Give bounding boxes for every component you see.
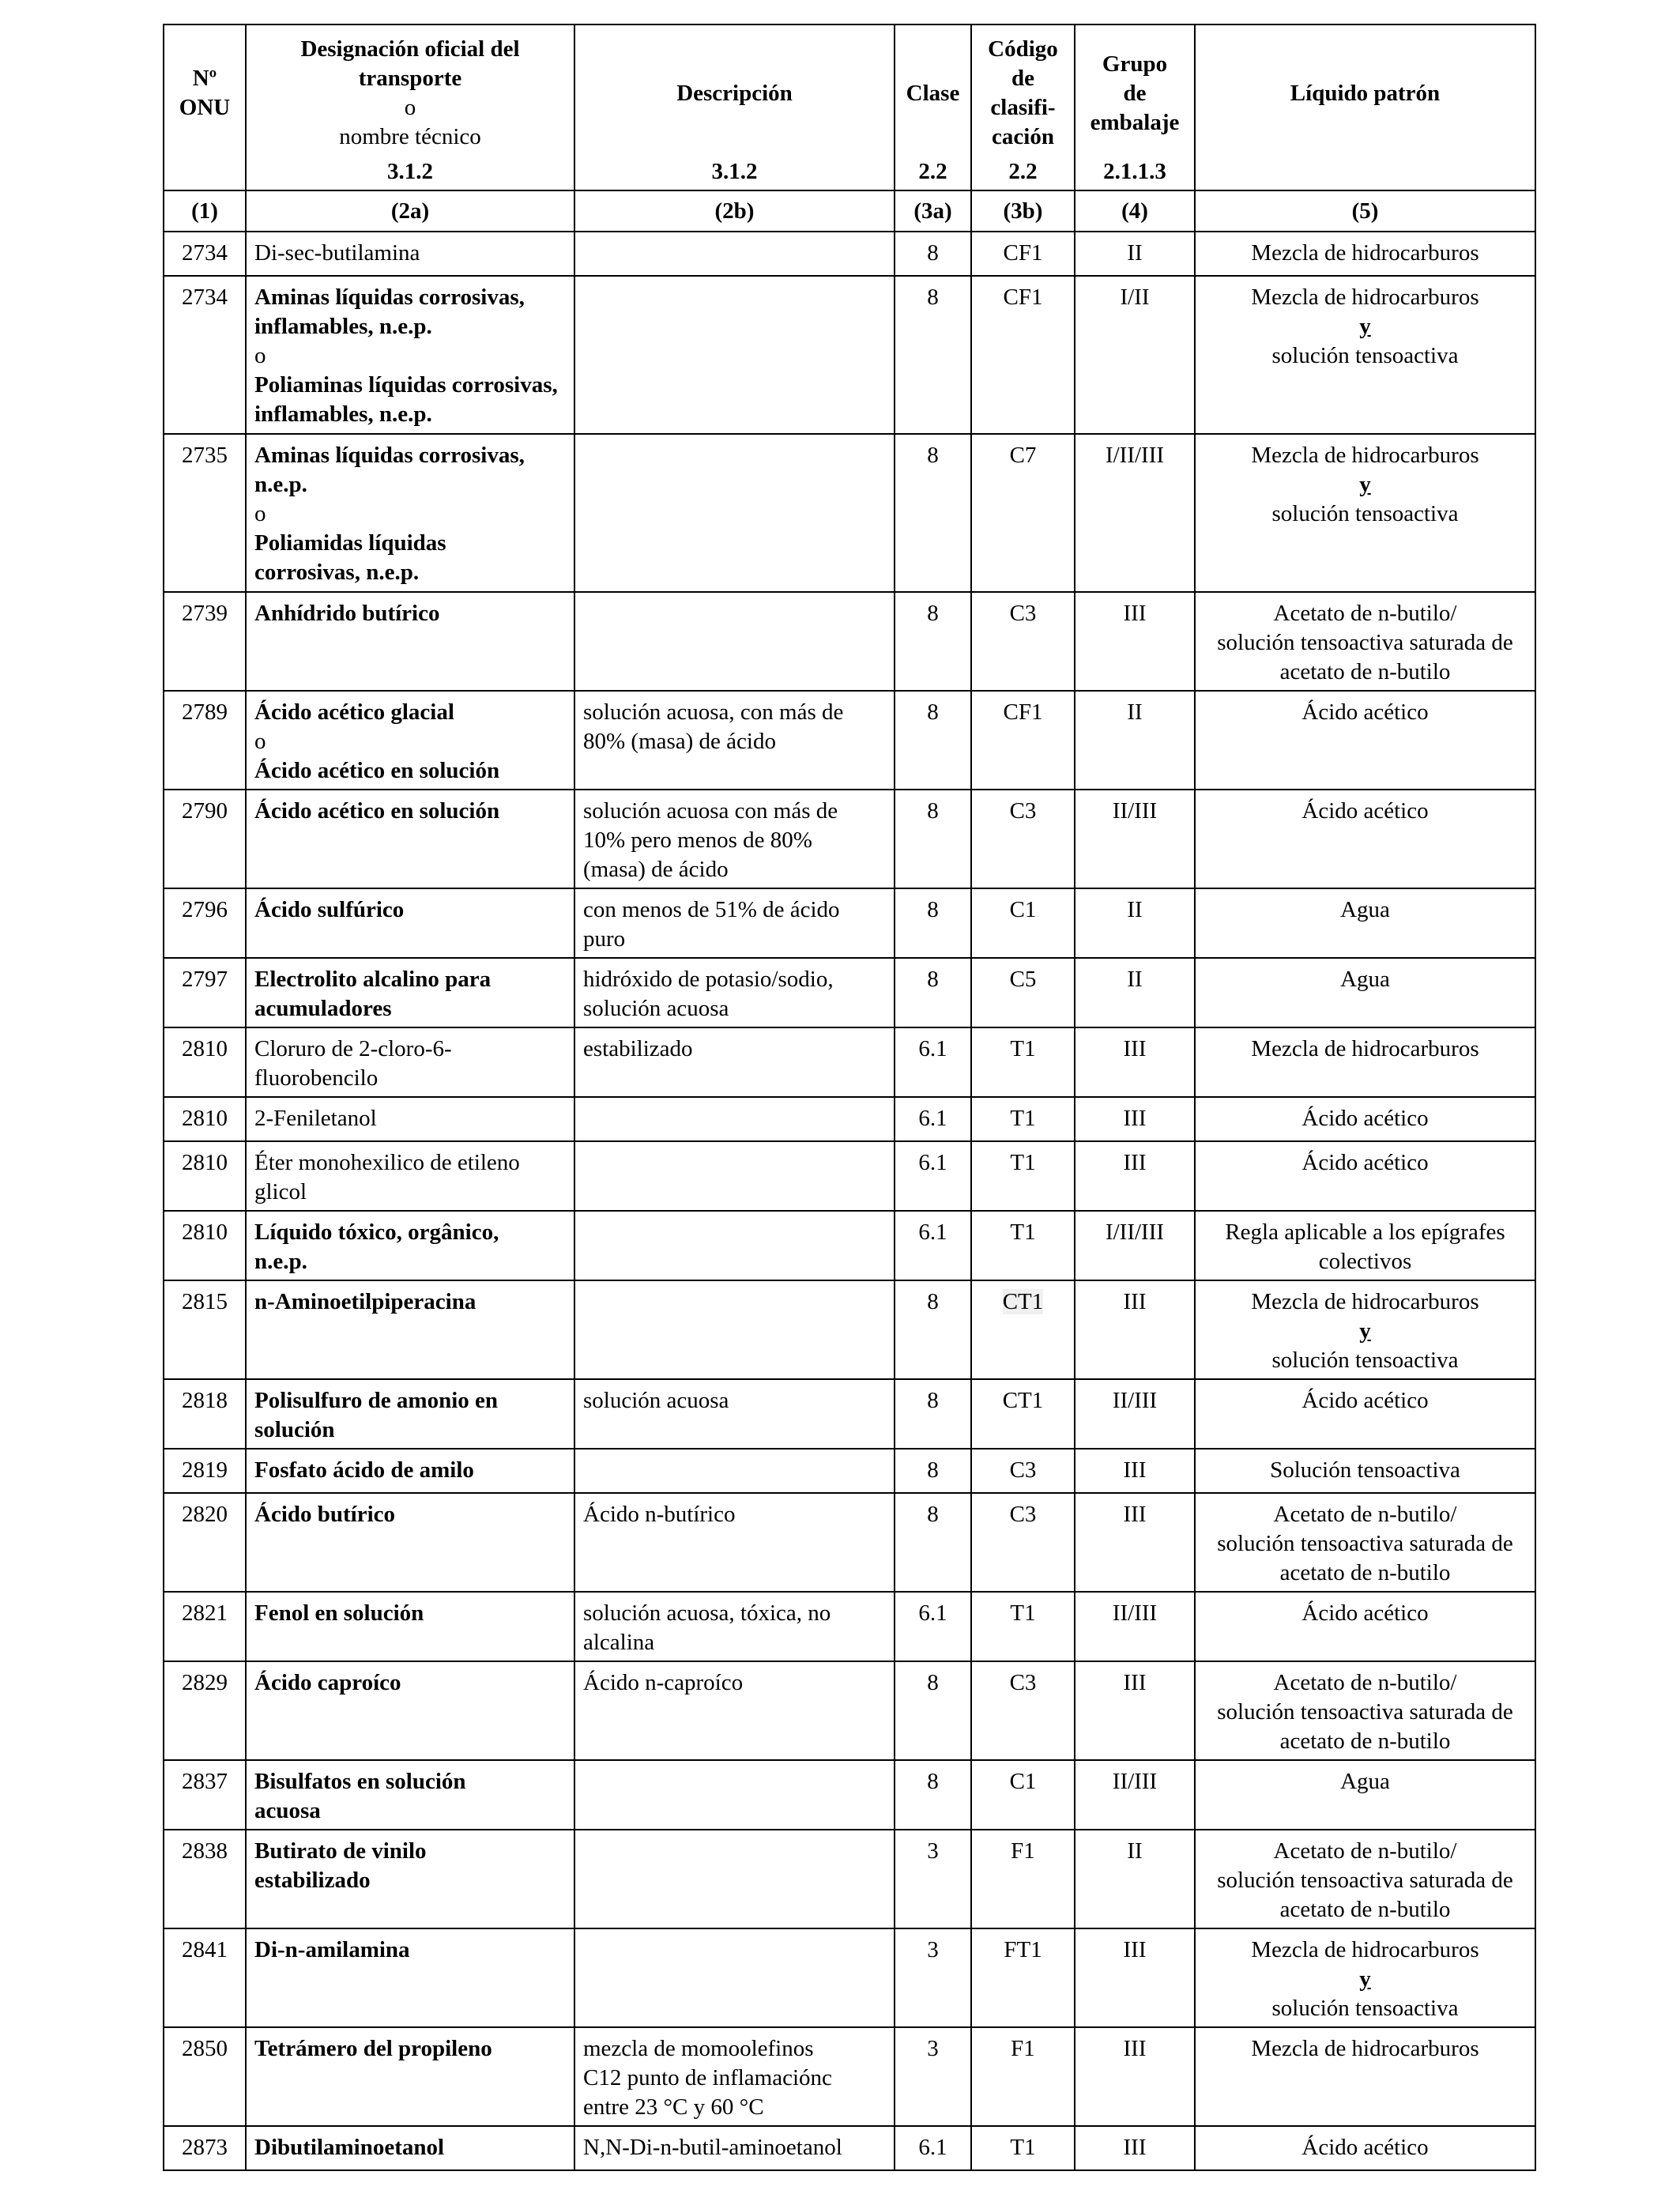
column-number: (2a): [246, 190, 574, 232]
table-row: [164, 2126, 1535, 2170]
description-cell: [574, 276, 895, 434]
description-cell: estabilizado: [574, 1027, 895, 1097]
header-description: Descripción 3.1.2: [574, 25, 895, 190]
header-description-ref: 3.1.2: [711, 159, 758, 184]
classification-code-cell: C1: [971, 888, 1075, 958]
un-number-cell: 2734: [164, 276, 246, 434]
packing-group-cell: II: [1075, 691, 1195, 790]
table-row: [164, 1592, 1535, 1661]
column-number: (2b): [574, 190, 895, 232]
table-row: [164, 691, 1535, 790]
header-packing-group-ref: 2.1.1.3: [1103, 159, 1166, 184]
description-cell: [574, 1760, 895, 1830]
table-row: [164, 592, 1535, 691]
description-cell: [574, 1928, 895, 2027]
designation-cell: Líquido tóxico, orgânico, n.e.p.: [246, 1211, 574, 1280]
packing-group-cell: III: [1075, 1027, 1195, 1097]
un-number-cell: 2734: [164, 232, 246, 276]
class-cell: 8: [895, 888, 971, 958]
classification-code-cell: CF1: [971, 232, 1075, 276]
un-number-cell: 2815: [164, 1280, 246, 1379]
description-cell: solución acuosa, con más de 80% (masa) de ácido: [574, 691, 895, 790]
column-number: (3b): [971, 190, 1075, 232]
table-row: [164, 1379, 1535, 1449]
class-cell: 8: [895, 1661, 971, 1760]
designation-cell: Bisulfatos en solución acuosa: [246, 1760, 574, 1830]
table-row: [164, 1449, 1535, 1493]
description-cell: Ácido n-caproíco: [574, 1661, 895, 1760]
header-classification-code: Código de clasifi- cación 2.2: [971, 25, 1075, 190]
description-cell: [574, 1449, 895, 1493]
designation-cell: Ácido butírico: [246, 1493, 574, 1592]
class-cell: 8: [895, 1379, 971, 1449]
header-onu: Nº ONU: [164, 25, 246, 190]
designation-cell: Fosfato ácido de amilo: [246, 1449, 574, 1493]
classification-code-cell: C3: [971, 592, 1075, 691]
packing-group-cell: III: [1075, 1493, 1195, 1592]
classification-code-cell: T1: [971, 1592, 1075, 1661]
un-number-cell: 2735: [164, 434, 246, 592]
description-cell: [574, 1830, 895, 1928]
class-cell: 8: [895, 1280, 971, 1379]
table-row: [164, 276, 1535, 434]
header-class-ref: 2.2: [918, 159, 947, 184]
class-cell: 8: [895, 1449, 971, 1493]
description-cell: [574, 1141, 895, 1211]
designation-cell: Ácido caproíco: [246, 1661, 574, 1760]
header-designation-ref: 3.1.2: [387, 159, 433, 184]
header-classification-code-ref: 2.2: [1008, 159, 1038, 184]
packing-group-cell: I/II: [1075, 276, 1195, 434]
table-row: [164, 1097, 1535, 1141]
standard-liquid-cell: Mezcla de hidrocarburos: [1195, 2027, 1535, 2126]
table-row: [164, 2027, 1535, 2126]
packing-group-cell: I/II/III: [1075, 1211, 1195, 1280]
class-cell: 8: [895, 1493, 971, 1592]
standard-liquid-cell: Acetato de n-butilo/ solución tensoactiva saturada de acetato de n-butilo: [1195, 1493, 1535, 1592]
class-cell: 8: [895, 232, 971, 276]
designation-cell: n-Aminoetilpiperacina: [246, 1280, 574, 1379]
description-cell: solución acuosa, tóxica, no alcalina: [574, 1592, 895, 1661]
un-number-cell: 2810: [164, 1027, 246, 1097]
un-number-cell: 2796: [164, 888, 246, 958]
standard-liquid-cell: Mezcla de hidrocarburos y solución tensoactiva: [1195, 1928, 1535, 2027]
packing-group-cell: III: [1075, 1928, 1195, 2027]
description-cell: [574, 592, 895, 691]
table-row: [164, 1928, 1535, 2027]
standard-liquid-cell: Mezcla de hidrocarburos y solución tensoactiva: [1195, 276, 1535, 434]
table-row: [164, 888, 1535, 958]
table-body: [164, 232, 1535, 2170]
classification-code-cell: C3: [971, 1449, 1075, 1493]
standard-liquid-cell: Acetato de n-butilo/ solución tensoactiva saturada de acetato de n-butilo: [1195, 1830, 1535, 1928]
table-row: [164, 434, 1535, 592]
un-number-cell: 2873: [164, 2126, 246, 2170]
description-cell: solución acuosa: [574, 1379, 895, 1449]
un-number-cell: 2790: [164, 790, 246, 888]
header-row: [164, 25, 1535, 190]
description-cell: con menos de 51% de ácido puro: [574, 888, 895, 958]
connector-y: y: [1359, 1966, 1371, 1992]
classification-code-cell: CF1: [971, 276, 1075, 434]
classification-code-cell: CF1: [971, 691, 1075, 790]
header-designation: Designación oficial del transporte o nombre técnico 3.1.2: [246, 25, 574, 190]
packing-group-cell: II/III: [1075, 790, 1195, 888]
classification-code-cell: F1: [971, 1830, 1075, 1928]
class-cell: 8: [895, 1760, 971, 1830]
table-row: [164, 1760, 1535, 1830]
designation-cell: Aminas líquidas corrosivas, n.e.p. o Poliamidas líquidas corrosivas, n.e.p.: [246, 434, 574, 592]
un-number-cell: 2789: [164, 691, 246, 790]
standard-liquid-cell: Ácido acético: [1195, 1141, 1535, 1211]
classification-code-cell: C3: [971, 790, 1075, 888]
un-number-cell: 2739: [164, 592, 246, 691]
class-cell: 8: [895, 691, 971, 790]
packing-group-cell: III: [1075, 2126, 1195, 2170]
standard-liquid-cell: Agua: [1195, 958, 1535, 1027]
table-row: [164, 1493, 1535, 1592]
un-number-cell: 2810: [164, 1097, 246, 1141]
class-cell: 8: [895, 434, 971, 592]
description-cell: [574, 434, 895, 592]
un-number-cell: 2837: [164, 1760, 246, 1830]
packing-group-cell: II/III: [1075, 1379, 1195, 1449]
designation-cell: Butirato de vinilo estabilizado: [246, 1830, 574, 1928]
standard-liquid-cell: Agua: [1195, 888, 1535, 958]
connector-y: y: [1359, 314, 1371, 339]
packing-group-cell: III: [1075, 1141, 1195, 1211]
standard-liquid-cell: Agua: [1195, 1760, 1535, 1830]
designation-cell: Tetrámero del propileno: [246, 2027, 574, 2126]
connector-y: y: [1359, 472, 1371, 497]
description-cell: solución acuosa con más de 10% pero menos de 80% (masa) de ácido: [574, 790, 895, 888]
designation-cell: Electrolito alcalino para acumuladores: [246, 958, 574, 1027]
un-number-cell: 2818: [164, 1379, 246, 1449]
description-cell: mezcla de momoolefinos C12 punto de inflamaciónc entre 23 °C y 60 °C: [574, 2027, 895, 2126]
standard-liquid-cell: Acetato de n-butilo/ solución tensoactiva saturada de acetato de n-butilo: [1195, 1661, 1535, 1760]
class-cell: 6.1: [895, 2126, 971, 2170]
description-cell: [574, 232, 895, 276]
classification-code-cell: [971, 1280, 1075, 1379]
standard-liquid-cell: Regla aplicable a los epígrafes colectivos: [1195, 1211, 1535, 1280]
packing-group-cell: III: [1075, 1097, 1195, 1141]
un-number-cell: 2850: [164, 2027, 246, 2126]
designation-cell: Ácido acético en solución: [246, 790, 574, 888]
class-cell: 6.1: [895, 1141, 971, 1211]
un-number-cell: 2810: [164, 1211, 246, 1280]
standard-liquid-cell: Ácido acético: [1195, 2126, 1535, 2170]
description-cell: [574, 1097, 895, 1141]
standard-liquid-cell: Ácido acético: [1195, 1379, 1535, 1449]
class-cell: 8: [895, 958, 971, 1027]
un-number-cell: 2841: [164, 1928, 246, 2027]
classification-code-cell: F1: [971, 2027, 1075, 2126]
packing-group-cell: III: [1075, 2027, 1195, 2126]
designation-cell: Aminas líquidas corrosivas, inflamables, n.e.p. o Poliaminas líquidas corrosivas, inflamables, n.e.p.: [246, 276, 574, 434]
designation-cell: Éter monohexilico de etileno glicol: [246, 1141, 574, 1211]
table-row: [164, 232, 1535, 276]
un-number-cell: 2829: [164, 1661, 246, 1760]
class-cell: 8: [895, 592, 971, 691]
un-number-cell: 2821: [164, 1592, 246, 1661]
classification-code-cell: CT1: [971, 1379, 1075, 1449]
description-cell: [574, 1211, 895, 1280]
standard-liquid-cell: Solución tensoactiva: [1195, 1449, 1535, 1493]
packing-group-cell: III: [1075, 592, 1195, 691]
designation-cell: 2-Feniletanol: [246, 1097, 574, 1141]
un-number-cell: 2819: [164, 1449, 246, 1493]
column-number: (5): [1195, 190, 1535, 232]
table-row: [164, 1027, 1535, 1097]
standard-liquid-cell: Ácido acético: [1195, 691, 1535, 790]
header-packing-group: Grupo de embalaje 2.1.1.3: [1075, 25, 1195, 190]
class-cell: 3: [895, 1928, 971, 2027]
class-cell: 6.1: [895, 1592, 971, 1661]
standard-liquid-cell: Ácido acético: [1195, 1097, 1535, 1141]
classification-code-cell: C1: [971, 1760, 1075, 1830]
designation-cell: Anhídrido butírico: [246, 592, 574, 691]
class-cell: 3: [895, 1830, 971, 1928]
classification-code-cell: T1: [971, 1027, 1075, 1097]
classification-code-cell: C3: [971, 1493, 1075, 1592]
connector-y: y: [1359, 1318, 1371, 1344]
description-cell: [574, 1280, 895, 1379]
un-number-cell: 2810: [164, 1141, 246, 1211]
standard-liquid-cell: Acetato de n-butilo/ solución tensoactiva saturada de acetato de n-butilo: [1195, 592, 1535, 691]
packing-group-cell: II: [1075, 958, 1195, 1027]
packing-group-cell: II: [1075, 888, 1195, 958]
packing-group-cell: III: [1075, 1449, 1195, 1493]
standard-liquid-cell: Mezcla de hidrocarburos y solución tensoactiva: [1195, 434, 1535, 592]
class-cell: 3: [895, 2027, 971, 2126]
class-cell: 6.1: [895, 1211, 971, 1280]
designation-cell: Polisulfuro de amonio en solución: [246, 1379, 574, 1449]
class-cell: 6.1: [895, 1027, 971, 1097]
packing-group-cell: II/III: [1075, 1760, 1195, 1830]
table-row: [164, 1141, 1535, 1211]
table-row: [164, 1661, 1535, 1760]
column-number: (1): [164, 190, 246, 232]
table-row: [164, 958, 1535, 1027]
designation-cell: Di-sec-butilamina: [246, 232, 574, 276]
designation-cell: Fenol en solución: [246, 1592, 574, 1661]
header-standard-liquid: Líquido patrón: [1195, 25, 1535, 190]
standard-liquid-cell: Ácido acético: [1195, 790, 1535, 888]
packing-group-cell: II: [1075, 232, 1195, 276]
column-number: (3a): [895, 190, 971, 232]
designation-cell: Ácido sulfúrico: [246, 888, 574, 958]
designation-cell: Ácido acético glacial o Ácido acético en solución: [246, 691, 574, 790]
classification-code-cell: T1: [971, 2126, 1075, 2170]
designation-cell: Di-n-amilamina: [246, 1928, 574, 2027]
class-cell: 8: [895, 276, 971, 434]
description-cell: hidróxido de potasio/sodio, solución acuosa: [574, 958, 895, 1027]
packing-group-cell: III: [1075, 1661, 1195, 1760]
standard-liquid-cell: Mezcla de hidrocarburos: [1195, 1027, 1535, 1097]
classification-code-cell: T1: [971, 1211, 1075, 1280]
classification-code-cell: FT1: [971, 1928, 1075, 2027]
class-cell: 6.1: [895, 1097, 971, 1141]
description-cell: Ácido n-butírico: [574, 1493, 895, 1592]
packing-group-cell: II: [1075, 1830, 1195, 1928]
classification-code-cell: C7: [971, 434, 1075, 592]
classification-code-cell: T1: [971, 1141, 1075, 1211]
packing-group-cell: III: [1075, 1280, 1195, 1379]
designation-cell: Dibutilaminoetanol: [246, 2126, 574, 2170]
packing-group-cell: II/III: [1075, 1592, 1195, 1661]
table-row: [164, 790, 1535, 888]
table-row: [164, 1211, 1535, 1280]
standard-liquid-cell: Mezcla de hidrocarburos: [1195, 232, 1535, 276]
column-number: (4): [1075, 190, 1195, 232]
dangerous-goods-table: [163, 24, 1536, 2171]
standard-liquid-cell: Mezcla de hidrocarburos y solución tensoactiva: [1195, 1280, 1535, 1379]
class-cell: 8: [895, 790, 971, 888]
packing-group-cell: I/II/III: [1075, 434, 1195, 592]
table-row: [164, 1280, 1535, 1379]
un-number-cell: 2797: [164, 958, 246, 1027]
description-cell: N,N-Di-n-butil-aminoetanol: [574, 2126, 895, 2170]
classification-code-cell: C3: [971, 1661, 1075, 1760]
classification-code-cell: C5: [971, 958, 1075, 1027]
highlighted-code: CT1: [1002, 1289, 1044, 1314]
un-number-cell: 2838: [164, 1830, 246, 1928]
classification-code-cell: T1: [971, 1097, 1075, 1141]
column-number-row: [164, 190, 1535, 232]
header-class: Clase 2.2: [895, 25, 971, 190]
table-row: [164, 1830, 1535, 1928]
un-number-cell: 2820: [164, 1493, 246, 1592]
standard-liquid-cell: Ácido acético: [1195, 1592, 1535, 1661]
designation-cell: Cloruro de 2-cloro-6- fluorobencilo: [246, 1027, 574, 1097]
